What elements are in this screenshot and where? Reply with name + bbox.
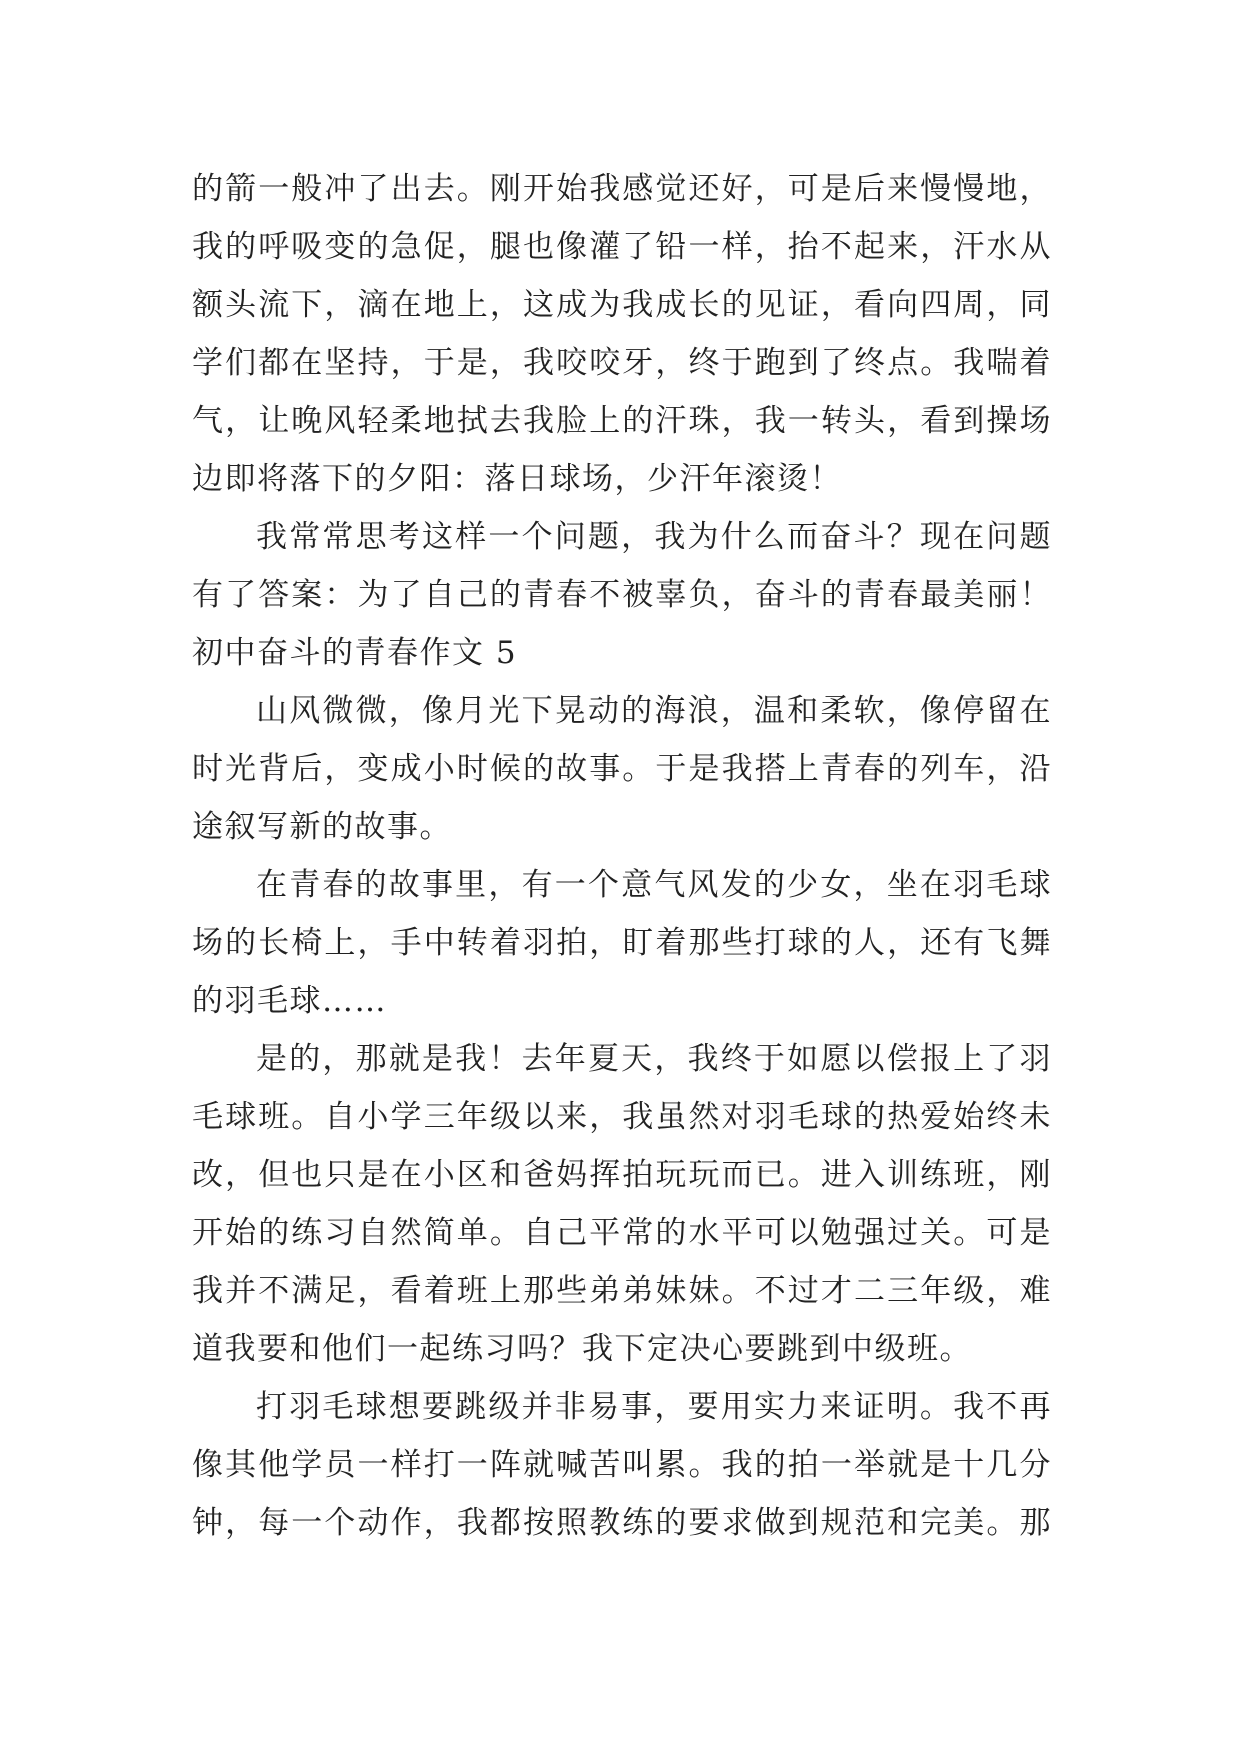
text-line: 的箭一般冲了出去。刚开始我感觉还好，可是后来慢慢地， <box>192 171 1052 207</box>
text-line: 开始的练习自然简单。自己平常的水平可以勉强过关。可是 <box>192 1215 1052 1251</box>
text-line: 学们都在坚持，于是，我咬咬牙，终于跑到了终点。我喘着 <box>192 345 1052 381</box>
text-line: 我并不满足，看着班上那些弟弟妹妹。不过才二三年级，难 <box>192 1273 1052 1309</box>
text-line: 气，让晚风轻柔地拭去我脸上的汗珠，我一转头，看到操场 <box>192 403 1052 439</box>
text-line: 途叙写新的故事。 <box>192 809 452 845</box>
text-line: 的羽毛球…… <box>192 983 387 1019</box>
text-line: 在青春的故事里，有一个意气风发的少女，坐在羽毛球 <box>256 867 1052 903</box>
section-heading: 初中奋斗的青春作文 5 <box>192 635 518 671</box>
text-line: 场的长椅上，手中转着羽拍，盯着那些打球的人，还有飞舞 <box>192 925 1052 961</box>
text-line: 钟，每一个动作，我都按照教练的要求做到规范和完美。那 <box>192 1505 1052 1541</box>
document-body <box>192 160 1052 1552</box>
text-line: 是的，那就是我！去年夏天，我终于如愿以偿报上了羽 <box>256 1041 1052 1077</box>
text-line: 有了答案：为了自己的青春不被辜负，奋斗的青春最美丽！ <box>192 577 1052 613</box>
text-line: 毛球班。自小学三年级以来，我虽然对羽毛球的热爱始终未 <box>192 1099 1052 1135</box>
text-line: 像其他学员一样打一阵就喊苦叫累。我的拍一举就是十几分 <box>192 1447 1052 1483</box>
text-line: 道我要和他们一起练习吗？我下定决心要跳到中级班。 <box>192 1331 972 1367</box>
text-line: 我的呼吸变的急促，腿也像灌了铅一样，抬不起来，汗水从 <box>192 229 1052 265</box>
text-line: 时光背后，变成小时候的故事。于是我搭上青春的列车，沿 <box>192 751 1052 787</box>
text-line: 额头流下，滴在地上，这成为我成长的见证，看向四周，同 <box>192 287 1052 323</box>
text-line: 边即将落下的夕阳：落日球场，少汗年滚烫！ <box>192 461 842 497</box>
text-line: 山风微微，像月光下晃动的海浪，温和柔软，像停留在 <box>256 693 1052 729</box>
text-line: 我常常思考这样一个问题，我为什么而奋斗？现在问题 <box>256 519 1052 555</box>
text-line: 改，但也只是在小区和爸妈挥拍玩玩而已。进入训练班，刚 <box>192 1157 1052 1193</box>
text-line: 打羽毛球想要跳级并非易事，要用实力来证明。我不再 <box>256 1389 1052 1425</box>
